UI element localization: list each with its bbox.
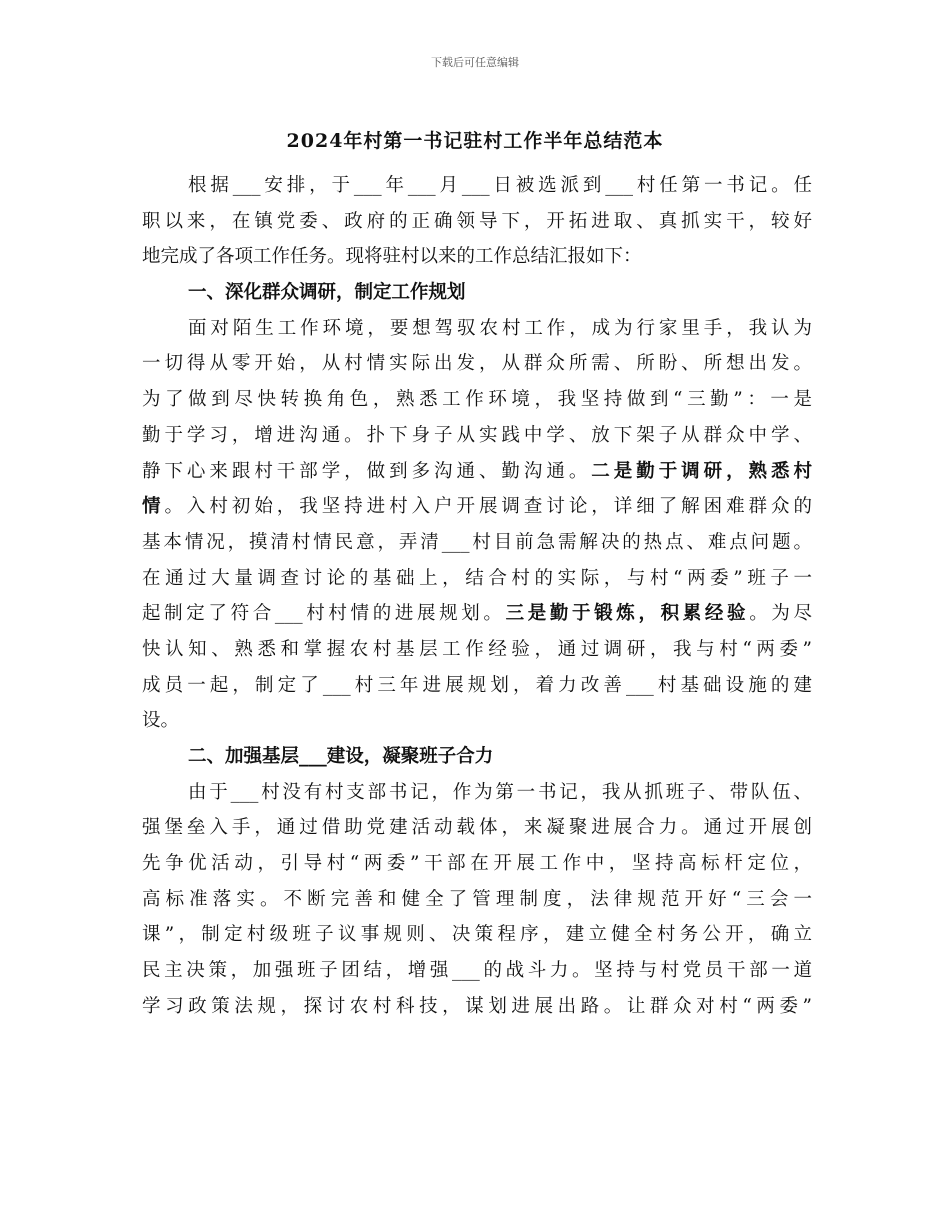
- text-segment: 基本情况，摸清村情民意，弄清___村目前急需解决的热点、难点问题。: [142, 531, 812, 553]
- paragraph-line: [142, 346, 812, 382]
- paragraph-line: [142, 917, 812, 953]
- section-heading: [142, 275, 812, 311]
- text-segment: 勤于学习，增进沟通。扑下身子从实践中学、放下架子从群众中学、: [142, 424, 812, 446]
- paragraph-line: [142, 239, 812, 275]
- bold-text: 二、加强基层___建设，凝聚班子合力: [188, 746, 494, 767]
- paragraph-line: [142, 561, 812, 597]
- text-segment: 高标准落实。不断完善和健全了管理制度，法律规范开好“三会一: [142, 888, 812, 910]
- paragraph-line: [142, 454, 812, 490]
- paragraph-line: [142, 382, 812, 418]
- paragraph-line: [142, 525, 812, 561]
- document-body: [142, 168, 812, 1025]
- paragraph-line: [142, 311, 812, 347]
- text-segment: 静下心来跟村干部学，做到多沟通、勤沟通。: [142, 460, 592, 482]
- bold-text: 三是勤于锻炼，积累经验: [505, 603, 750, 625]
- text-segment: 学习政策法规，探讨农村科技，谋划进展出路。让群众对村“两委”: [142, 995, 812, 1017]
- document-title: 2024年村第一书记驻村工作半年总结范本: [286, 130, 664, 152]
- text-segment: 在通过大量调查讨论的基础上，结合村的实际，与村“两委”班子一: [142, 567, 812, 589]
- paragraph-line: [142, 810, 812, 846]
- text-segment: 面对陌生工作环境，要想驾驭农村工作，成为行家里手，我认为: [188, 317, 812, 339]
- paragraph-line: [142, 596, 812, 632]
- text-segment: 民主决策，加强班子团结，增强___的战斗力。坚持与村党员干部一道: [142, 960, 812, 982]
- paragraph-line: [142, 632, 812, 668]
- paragraph-line: [142, 846, 812, 882]
- text-segment: 。入村初始，我坚持进村入户开展调查讨论，详细了解困难群众的: [164, 496, 812, 518]
- paragraph-line: [142, 989, 812, 1025]
- header-note: 下载后可任意编辑: [431, 56, 519, 69]
- section-heading: [142, 739, 812, 775]
- text-segment: 先争优活动，引导村“两委”干部在开展工作中，坚持高标杆定位，: [142, 853, 812, 875]
- text-segment: 起制定了符合___村村情的进展规划。: [142, 603, 506, 625]
- text-segment: 设。: [142, 710, 180, 732]
- text-segment: 职以来，在镇党委、政府的正确领导下，开拓进取、真抓实干，较好: [142, 210, 812, 232]
- text-segment: 根据___安排，于___年___月___日被选派到___村任第一书记。任: [188, 175, 812, 196]
- paragraph-line: [142, 882, 812, 918]
- paragraph-line: [142, 703, 812, 739]
- text-segment: 地完成了各项工作任务。现将驻村以来的工作总结汇报如下：: [142, 246, 642, 268]
- text-segment: 一切得从零开始，从村情实际出发，从群众所需、所盼、所想出发。: [142, 353, 812, 375]
- paragraph-line: [142, 168, 812, 204]
- bold-text: 二是勤于调研，熟悉村: [591, 460, 812, 482]
- paragraph-line: [142, 204, 812, 240]
- text-segment: 课”，制定村级班子议事规则、决策程序，建立健全村务公开，确立: [142, 924, 812, 946]
- text-segment: 快认知、熟悉和掌握农村基层工作经验，通过调研，我与村“两委”: [142, 638, 812, 660]
- paragraph-line: [142, 418, 812, 454]
- bold-text: 一、深化群众调研，制定工作规划: [188, 282, 466, 304]
- text-segment: 。为尽: [749, 603, 812, 625]
- paragraph-line: [142, 953, 812, 989]
- paragraph-line: [142, 668, 812, 704]
- paragraph-line: [142, 489, 812, 525]
- text-segment: 成员一起，制定了___村三年进展规划，着力改善___村基础设施的建: [142, 674, 812, 696]
- text-segment: 为了做到尽快转换角色，熟悉工作环境，我坚持做到“三勤”：一是: [142, 389, 812, 411]
- paragraph-line: [142, 775, 812, 811]
- text-segment: 强堡垒入手，通过借助党建活动载体，来凝聚进展合力。通过开展创: [142, 817, 812, 839]
- text-segment: 由于___村没有村支部书记，作为第一书记，我从抓班子、带队伍、: [188, 781, 812, 803]
- bold-text: 情: [142, 496, 165, 518]
